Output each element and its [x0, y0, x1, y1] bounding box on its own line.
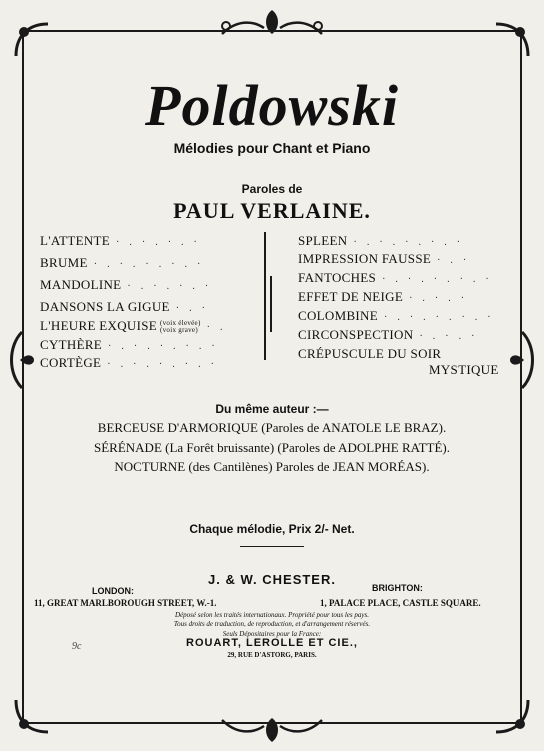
- france-depot: Seuls Dépositaires pour la France:: [222, 630, 322, 638]
- song-left-2: BRUME ·.·.·.·.·: [40, 255, 211, 270]
- song-right-7-cont: MYSTIQUE: [429, 362, 499, 377]
- song-left-4: DANSONS LA GIGUE ·.·: [40, 299, 215, 314]
- song-left-1: L'ATTENTE ·.·.·.·: [40, 233, 207, 248]
- other-work-2: SÉRÉNADE (La Forêt bruissante) (Paroles de ADOLPHE RATTÉ).: [94, 440, 450, 455]
- london-address: 11, GREAT MARLBOROUGH STREET, W.-1.: [34, 598, 217, 608]
- bottom-ornament-icon: [212, 712, 332, 746]
- corner-ornament-bottom-right-icon: [492, 696, 532, 736]
- price-rule: [240, 546, 304, 547]
- side-ornament-right-icon: [506, 330, 540, 390]
- column-divider-accent: [270, 276, 272, 332]
- publisher-name: J. & W. CHESTER.: [208, 572, 336, 587]
- song-right-7: CRÉPUSCULE DU SOIR: [298, 346, 442, 361]
- poet-name: PAUL VERLAINE.: [173, 198, 371, 223]
- song-right-2: IMPRESSION FAUSSE ·.·: [298, 251, 477, 266]
- song-left-3: MANDOLINE ·.·.·.·: [40, 277, 219, 292]
- song-left-5: L'HEURE EXQUISE (voix élevée) (voix grave) ·.: [40, 318, 233, 335]
- song-left-6: CYTHÈRE ·.·.·.·.·: [40, 337, 225, 352]
- column-divider: [264, 232, 266, 360]
- subtitle: Mélodies pour Chant et Piano: [173, 140, 371, 156]
- corner-ornament-top-right-icon: [492, 20, 532, 60]
- voice-note: (voix élevée) (voix grave): [159, 319, 201, 335]
- top-ornament-icon: [212, 6, 332, 42]
- song-right-1: SPLEEN ·.·.·.·.·: [298, 233, 471, 248]
- brighton-label: BRIGHTON:: [372, 583, 423, 593]
- song-right-6: CIRCONSPECTION ·.·.·: [298, 327, 485, 342]
- brighton-address: 1, PALACE PLACE, CASTLE SQUARE.: [320, 598, 481, 608]
- other-work-3: NOCTURNE (des Cantilènes) Paroles de JEAN MORÉAS).: [114, 459, 430, 474]
- meme-auteur-heading: Du même auteur :—: [215, 402, 329, 416]
- london-label: LONDON:: [92, 586, 134, 596]
- song-right-4: EFFET DE NEIGE ·.·.·: [298, 289, 475, 304]
- song-right-3: FANTOCHES ·.·.·.·.·: [298, 270, 499, 285]
- rights-line-1: Déposé selon les traités internationaux. Propriété pour tous les pays.: [175, 611, 369, 619]
- margin-note: 9c: [72, 641, 82, 652]
- corner-ornament-top-left-icon: [12, 20, 52, 60]
- paroles-label: Paroles de: [241, 182, 303, 196]
- rights-line-2: Tous droits de traduction, de reproduction, et d'arrangement réservés.: [173, 620, 371, 628]
- france-publisher: ROUART, LEROLLE ET CIE.,: [186, 637, 358, 649]
- other-work-1: BERCEUSE D'ARMORIQUE (Paroles de ANATOLE LE BRAZ).: [97, 420, 447, 435]
- corner-ornament-bottom-left-icon: [12, 696, 52, 736]
- song-right-5: COLOMBINE ·.·.·.·.·: [298, 308, 501, 323]
- price-line: Chaque mélodie, Prix 2/- Net.: [189, 522, 355, 536]
- side-ornament-left-icon: [4, 330, 38, 390]
- france-address: 29, RUE D'ASTORG, PARIS.: [227, 651, 317, 659]
- composer-name: Poldowski: [145, 73, 399, 138]
- song-left-7: CORTÈGE ·.·.·.·.·: [40, 355, 224, 370]
